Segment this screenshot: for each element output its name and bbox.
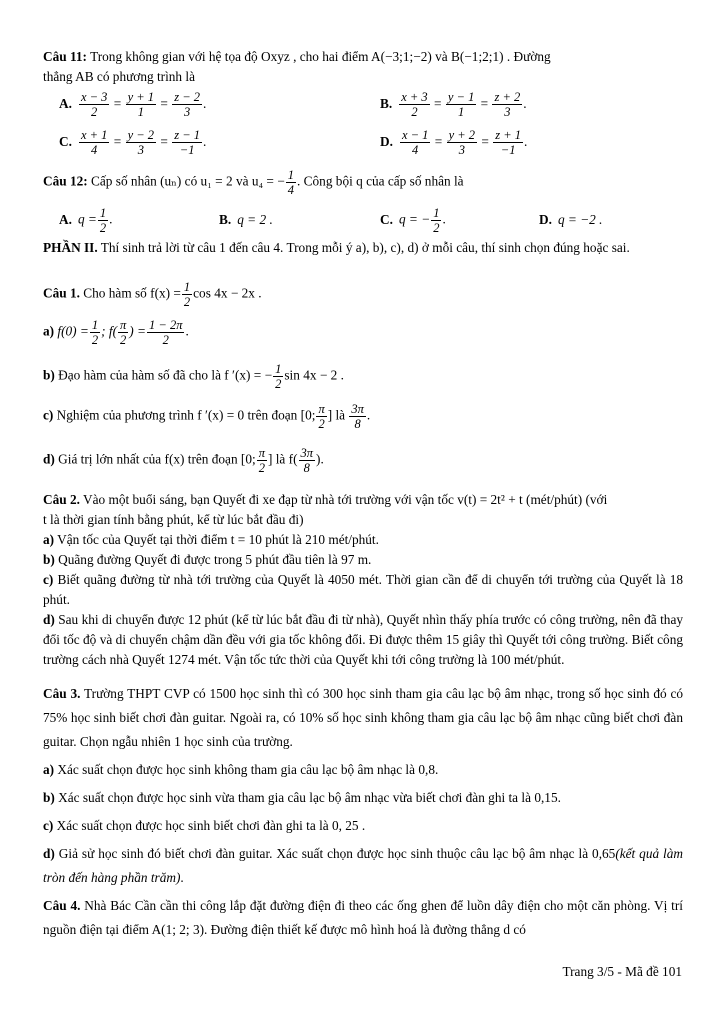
- question-12: [43, 168, 683, 197]
- q11-label: Câu 11:: [43, 49, 87, 64]
- c1-stem: Câu 1. Cho hàm số f(x) = $\frac{1}{2}$ cos 4x − 2x .: [43, 280, 262, 309]
- equation-fraction: $\frac{x - 3}{2}$: [80, 90, 108, 119]
- c3-block: Câu 3. Trường THPT CVP có 1500 học sinh thì có 300 học sinh tham gia câu lạc bộ âm nhạc, trong số học sinh đó có 75% học sinh biết chơi đàn guitar. Ngoài ra, có 10% số học sinh không tham gia câu lạc bộ âm nhạc cũng biết chơi đàn guitar. Chọn ngẫu nhiên 1 học sinh của trường. a) Xác suất chọn được học sinh không tham gia câu lạc bộ âm nhạc là 0,8. b) Xác suất chọn được học sinh vừa tham gia câu lạc bộ âm nhạc vừa biết chơi đàn ghi ta là 0,15. c) Xác suất chọn được học sinh biết chơi đàn ghi ta là 0, 25 . d) Giả sử học sinh đó biết chơi đàn guitar. Xác suất chọn được học sinh thuộc câu lạc bộ âm nhạc là 0,65(kết quả làm tròn đến hàng phần trăm).: [43, 686, 684, 885]
- equation-fraction: $\frac{z - 1}{-1}$: [174, 128, 201, 157]
- q12-label: Câu 12:: [43, 173, 88, 189]
- equation-fraction: $\frac{z + 1}{-1}$: [495, 128, 522, 157]
- c1-item-b: b) Đạo hàm của hàm số đã cho là f ′(x) = − $\frac{1}{2}$ sin 4x − 2 .: [43, 362, 344, 391]
- page-footer: Trang 3/5 - Mã đề 101: [562, 964, 682, 979]
- question-11: [43, 47, 683, 87]
- q11-text: Trong không gian với hệ tọa độ Oxyz , cho hai điểm A(−3;1;−2) và B(−1;2;1) . Đường: [90, 49, 551, 64]
- q12-option-d: D. q = −2 .: [539, 212, 603, 227]
- part-2-heading: PHẦN II. Thí sinh trả lời từ câu 1 đến câu 4. Trong mỗi ý a), b), c), d) ở mỗi câu, thí sinh chọn đúng hoặc sai.: [43, 240, 630, 255]
- c4-block: Câu 4. Nhà Bác Cần cần thi công lắp đặt đường điện đi theo các ống ghen để luồn dây điện cho một căn phòng. Vị trí nguồn điện tại điểm A(1; 2; 3). Đường điện thiết kế được mô hình hoá là đường thẳng d có: [43, 898, 683, 937]
- q12-option-a: A. q = $\frac{1}{2}$ .: [59, 206, 113, 235]
- q11-option-b: B. $\frac{x + 3}{2}$ = $\frac{y - 1}{1}$ = $\frac{z + 2}{3}$ .: [380, 90, 527, 119]
- q11-option-a: A. $\frac{x - 3}{2}$ = $\frac{y + 1}{1}$ = $\frac{z - 2}{3}$ .: [59, 90, 207, 119]
- q12-text-a: Cấp số nhân (uₙ) có u₁ = 2 và u₄ = −: [91, 173, 285, 189]
- equation-fraction: $\frac{y - 1}{1}$: [447, 90, 475, 119]
- q12-frac: $\frac{1}{4}$: [287, 168, 295, 197]
- q11-option-d: D. $\frac{x - 1}{4}$ = $\frac{y + 2}{3}$ = $\frac{z + 1}{-1}$ .: [380, 128, 528, 157]
- equation-fraction: $\frac{y + 1}{1}$: [127, 90, 155, 119]
- q12-text-b: . Công bội q của cấp số nhân là: [297, 173, 464, 189]
- c1-item-a: a) f(0) = $\frac{1}{2}$ ; f( $\frac{\pi}{2}$ ) = $\frac{1 - 2\pi}{2}$ .: [43, 318, 189, 347]
- equation-fraction: $\frac{z - 2}{3}$: [174, 90, 201, 119]
- equation-fraction: $\frac{y - 2}{3}$: [127, 128, 155, 157]
- q12-option-b: B. q = 2 .: [219, 212, 273, 227]
- q12-option-c: C. q = − $\frac{1}{2}$ .: [380, 206, 446, 235]
- equation-fraction: $\frac{y + 2}{3}$: [448, 128, 476, 157]
- q11-option-c: C. $\frac{x + 1}{4}$ = $\frac{y - 2}{3}$ = $\frac{z - 1}{-1}$ .: [59, 128, 207, 157]
- equation-fraction: $\frac{z + 2}{3}$: [494, 90, 521, 119]
- equation-fraction: $\frac{x - 1}{4}$: [401, 128, 429, 157]
- q11-text2: thẳng AB có phương trình là: [43, 69, 195, 84]
- equation-fraction: $\frac{x + 1}{4}$: [80, 128, 108, 157]
- c2-block: Câu 2. Vào một buổi sáng, bạn Quyết đi xe đạp từ nhà tới trường với vận tốc v(t) = 2t² + t (mét/phút) (với t là thời gian tính bằng phút, kể từ lúc bắt đầu đi) a) Vận tốc của Quyết tại thời điểm t = 10 phút là 210 mét/phút. b) Quãng đường Quyết đi được trong 5 phút đầu tiên là 97 m. c) Biết quãng đường từ nhà tới trường của Quyết là 4050 mét. Thời gian cần để di chuyển tới trường của Quyết là 18 phút. d) Sau khi di chuyển được 12 phút (kể từ lúc bắt đầu đi từ nhà), Quyết nhìn thấy phía trước có công trường, nên đã thay đổi tốc độ và di chuyển chậm dần đều với gia tốc không đổi. Đi được thêm 15 giây thì Quyết tới công trường. Biết công trường cách nhà Quyết 1274 mét. Vận tốc tức thời của Quyết khi tới công trường là 100 mét/phút.: [43, 492, 684, 667]
- equation-fraction: $\frac{x + 3}{2}$: [401, 90, 428, 119]
- c1-item-c: c) Nghiệm của phương trình f ′(x) = 0 trên đoạn [0; $\frac{\pi}{2}$ ] là $\frac{3\pi}{8}$ .: [43, 402, 371, 431]
- c1-item-d: d) Giá trị lớn nhất của f(x) trên đoạn [0; $\frac{\pi}{2}$ ] là f( $\frac{3\pi}{8}$ ).: [43, 446, 324, 475]
